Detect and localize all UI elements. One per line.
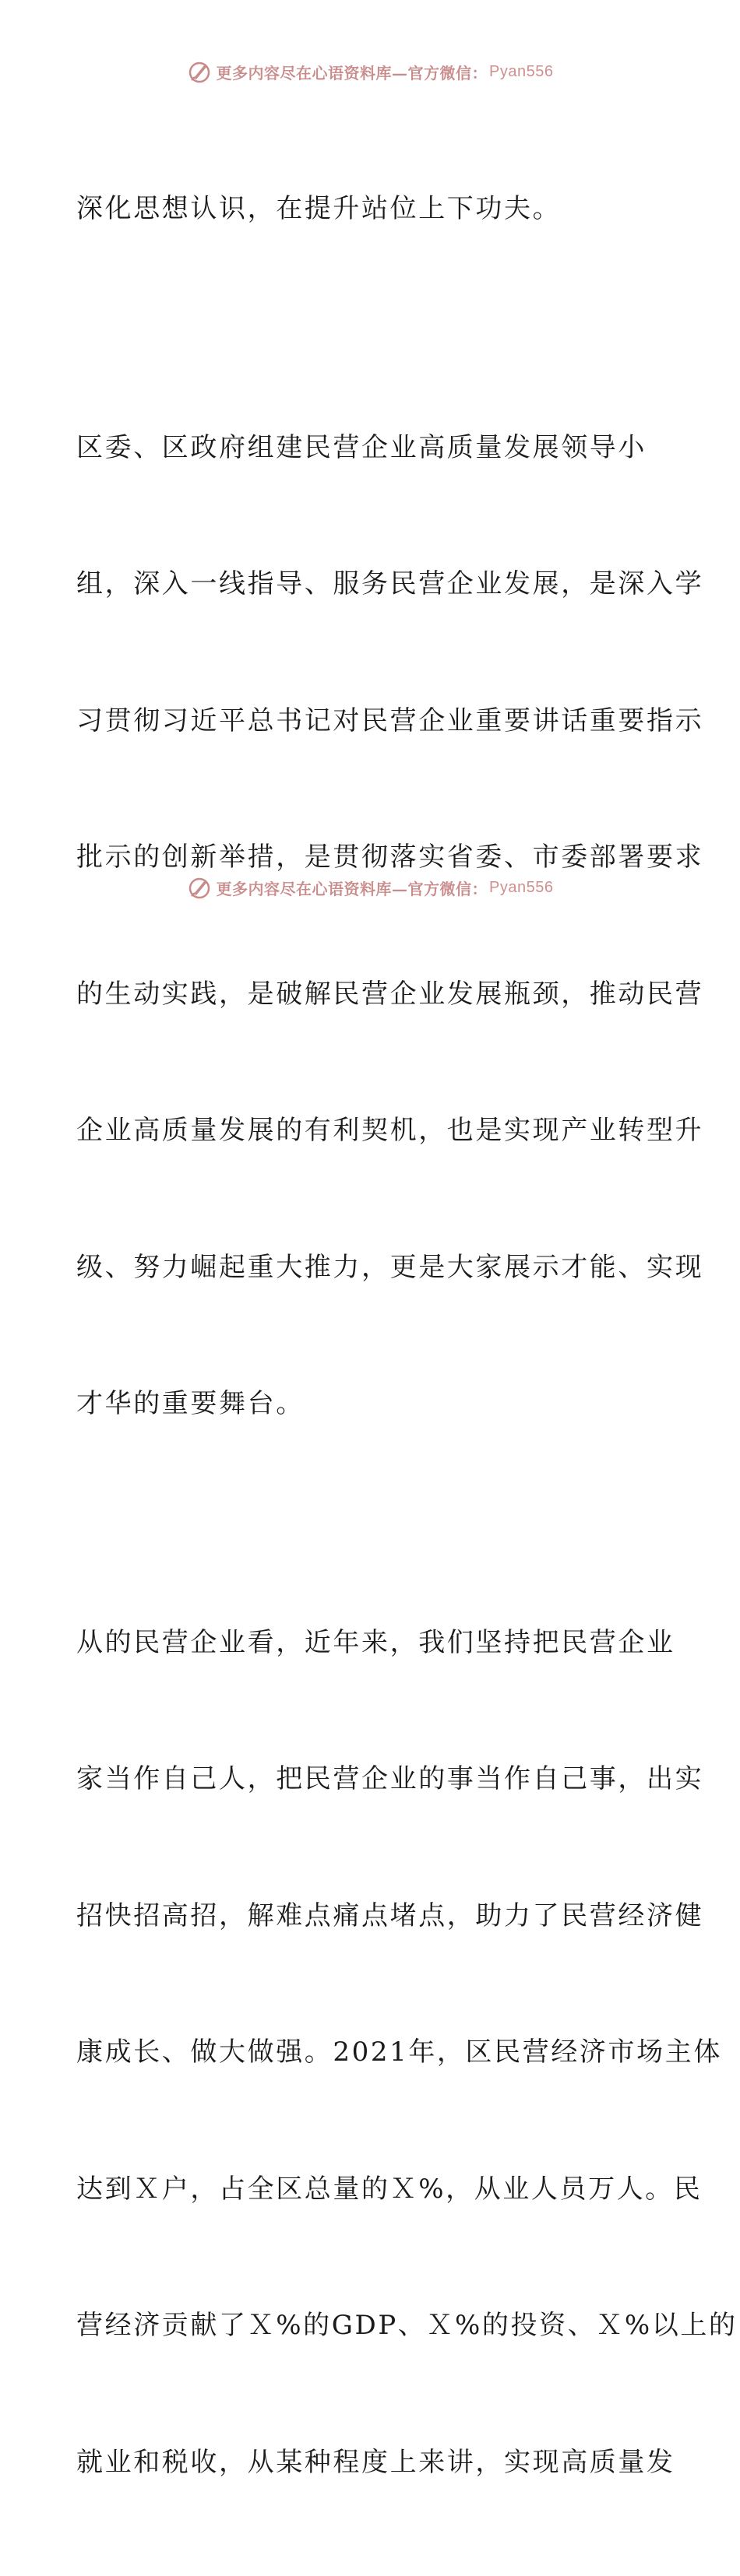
text-line: 深化思想认识，在提升站位上下功夫。 <box>76 186 676 232</box>
text-line: 的生动实践，是破解民营企业发展瓶颈，推动民营 <box>76 972 676 1017</box>
watermark-text: 更多内容尽在心语资料库—官方微信： <box>217 61 488 83</box>
paragraph-heading <box>76 95 676 323</box>
text-line: 达到Ｘ户，占全区总量的Ｘ%，从业人员万人。民 <box>76 2167 676 2212</box>
text-line: 习贯彻习近平总书记对民营企业重要讲话重要指示 <box>76 698 676 744</box>
watermark-text: 更多内容尽在心语资料库—官方微信： <box>217 877 488 899</box>
text-line: 区委、区政府组建民营企业高质量发展领导小 <box>76 425 676 471</box>
quill-logo-icon <box>187 875 212 900</box>
text-line: 批示的创新举措，是贯彻落实省委、市委部署要求 <box>76 835 676 880</box>
document-body <box>76 95 676 2576</box>
footer-watermark <box>0 872 740 903</box>
text-line: 家当作自己人，把民营企业的事当作自己事，出实 <box>76 1756 676 1802</box>
paragraph <box>76 334 676 1518</box>
text-line: 才华的重要舞台。 <box>76 1381 676 1427</box>
text-line: 营经济贡献了Ｘ%的GDP、Ｘ%的投资、Ｘ%以上的 <box>76 2303 676 2349</box>
text-line: 康成长、做大做强。2021年，区民营经济市场主体 <box>76 2030 676 2075</box>
quill-logo-icon <box>187 59 212 84</box>
header-watermark <box>0 56 740 87</box>
text-line: 组，深入一线指导、服务民营企业发展，是深入学 <box>76 561 676 607</box>
text-line: 企业高质量发展的有利契机，也是实现产业转型升 <box>76 1108 676 1154</box>
paragraph <box>76 1529 676 2576</box>
watermark-wechat-id: Pyan556 <box>489 879 553 897</box>
text-line: 就业和税收，从某种程度上来讲，实现高质量发 <box>76 2440 676 2486</box>
text-line: 招快招高招，解难点痛点堵点，助力了民营经济健 <box>76 1893 676 1939</box>
text-line: 从的民营企业看，近年来，我们坚持把民营企业 <box>76 1620 676 1666</box>
watermark-wechat-id: Pyan556 <box>489 63 553 81</box>
text-line: 级、努力崛起重大推力，更是大家展示才能、实现 <box>76 1245 676 1291</box>
